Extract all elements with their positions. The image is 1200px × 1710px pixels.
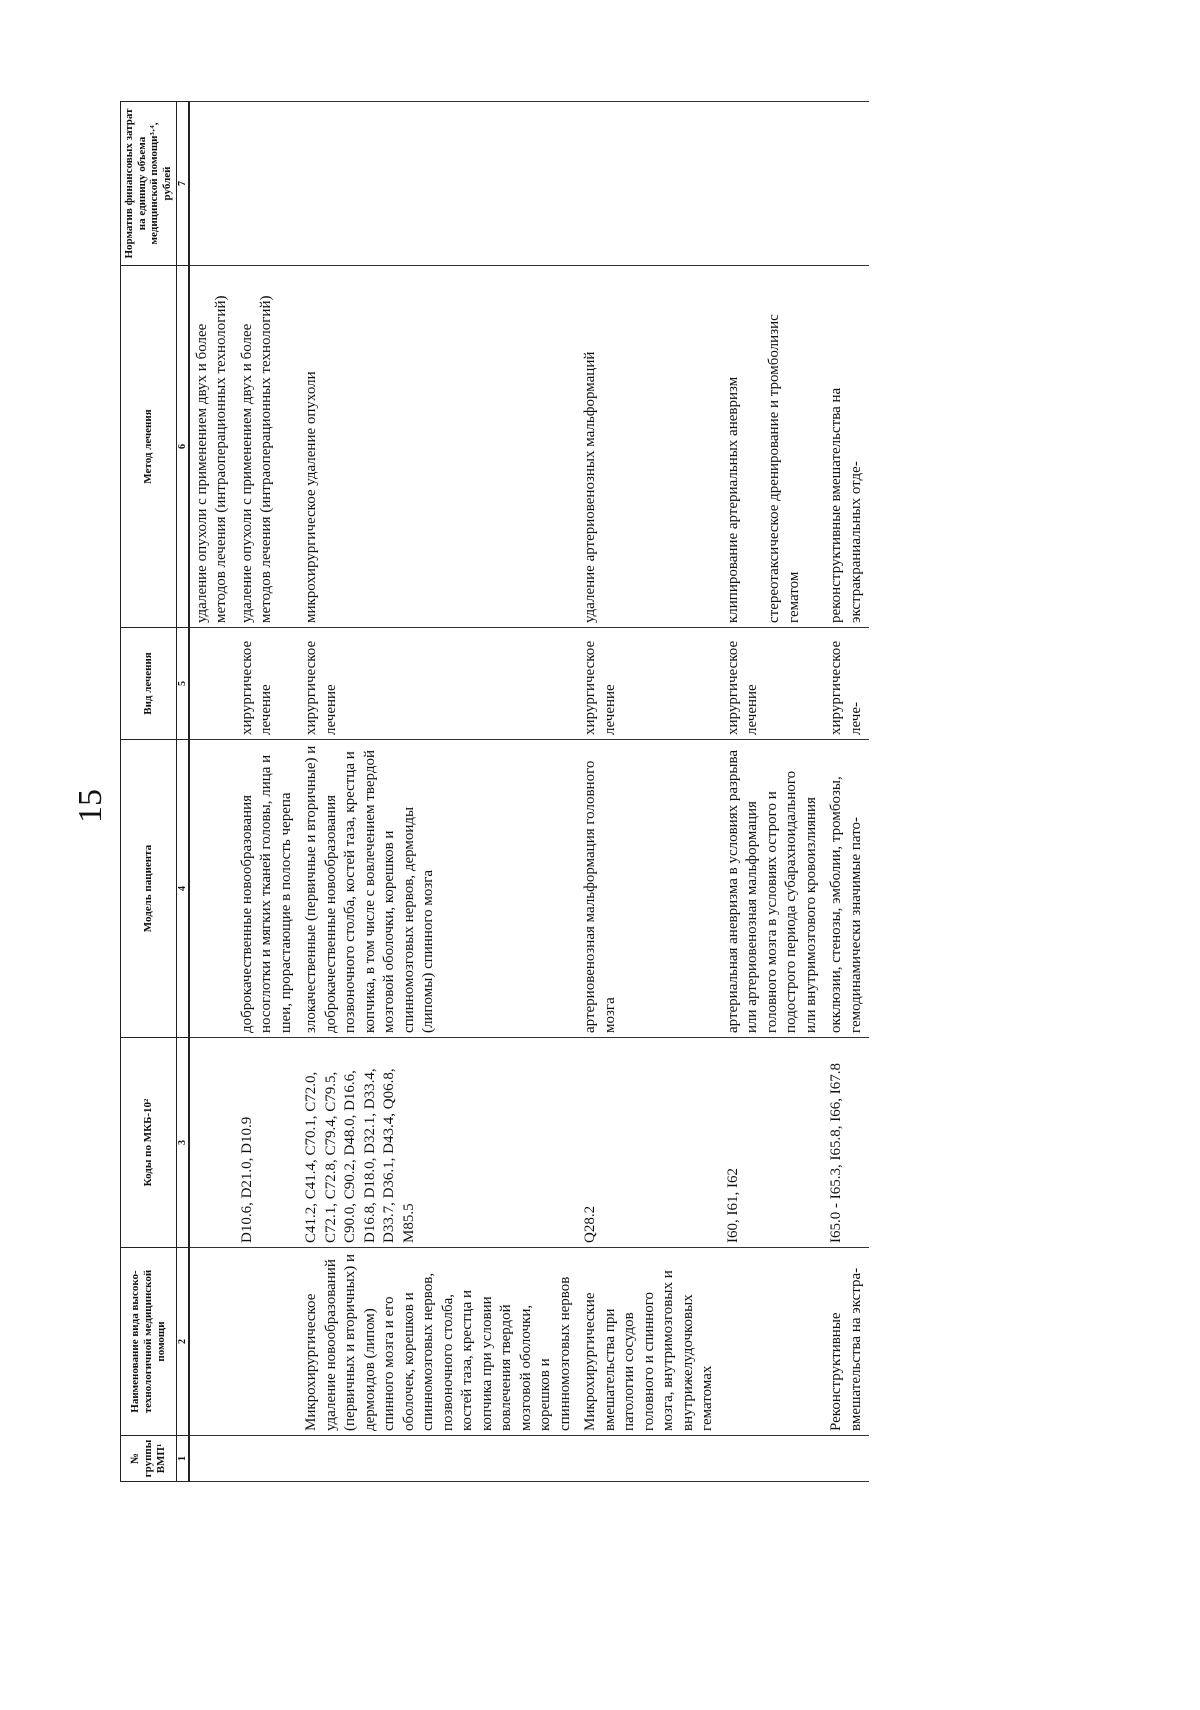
cell-treatment-type <box>189 628 235 740</box>
header-vmp-name: Наименование вида высоко-технологичной медицинской помощи <box>121 1248 177 1436</box>
cell-patient-model: артериальная аневризма в условиях разрыва или артериовенозная мальформация головного мозга в условиях острого и подострого периода субарахноидального или внутримозгового кровоизлияния <box>721 740 825 1038</box>
cell-patient-model: артериовенозная мальформация головного мозга <box>578 740 721 1038</box>
cell-icd-codes: D10.6, D21.0, D10.9 <box>235 1038 300 1248</box>
page-number: 15 <box>72 789 109 823</box>
cell-treatment-type: хирургическое лечение <box>299 628 578 740</box>
column-number: 1 <box>176 1436 189 1482</box>
column-number: 3 <box>176 1038 189 1248</box>
cell-vmp-name: Реконструктивные вмешательства на экстра- <box>824 1248 869 1436</box>
table-row <box>235 102 300 1482</box>
cell-cost-standard <box>578 102 721 266</box>
cell-icd-codes: Q28.2 <box>578 1038 721 1248</box>
header-row <box>121 102 177 1482</box>
cell-treatment-type: хирургическое лечение <box>578 628 721 740</box>
cell-vmp-name: Микрохирургическое удаление новообразований (первичных и вторичных) и дермоидов (липом) спинного мозга и его оболочек, корешков и спинномозговых нервов, позвоночного столба, костей таза, крестца и копчика при условии вовлечения твердой мозговой оболочки, корешков и спинномозговых нервов <box>299 1248 578 1436</box>
column-number: 6 <box>176 266 189 628</box>
cell-treatment-method <box>721 266 825 628</box>
table-row <box>721 102 825 1482</box>
cell-patient-model: окклюзии, стенозы, эмболии, тромбозы, гемодинамически значимые пато- <box>824 740 869 1038</box>
cell-patient-model <box>189 740 235 1038</box>
table-row <box>824 102 869 1482</box>
vmp-table <box>120 101 869 1482</box>
column-number-row <box>176 102 189 1482</box>
header-group-number: № группы ВМП¹ <box>121 1436 177 1482</box>
cell-treatment-type: хирургическое лече- <box>824 628 869 740</box>
cell-treatment-type: хирургическое лечение <box>721 628 825 740</box>
table-row <box>299 102 578 1482</box>
header-patient-model: Модель пациента <box>121 740 177 1038</box>
cell-vmp-name <box>235 1248 300 1436</box>
cell-icd-codes: I60, I61, I62 <box>721 1038 825 1248</box>
column-number: 2 <box>176 1248 189 1436</box>
rotated-table-wrapper <box>120 102 1160 1482</box>
cell-treatment-type: хирургическое лечение <box>235 628 300 740</box>
cell-treatment-method: удаление опухоли с применением двух и более методов лечения (интраоперационных технологий) <box>189 266 235 628</box>
cell-treatment-method: микрохирургическое удаление опухоли <box>299 266 578 628</box>
cell-treatment-method: удаление опухоли с применением двух и более методов лечения (интраоперационных технологий) <box>235 266 300 628</box>
cell-group-number <box>721 1436 825 1482</box>
cell-icd-codes: C41.2, C41.4, C70.1, C72.0, C72.1, C72.8, C79.4, C79.5, C90.0, C90.2, D48.0, D16.6, D16.8, D18.0, D32.1, D33.4, D33.7, D36.1, D43.4, Q06.8, M85.5 <box>299 1038 578 1248</box>
treatment-method-text: клипирование артериальных аневризм <box>724 376 741 623</box>
cell-cost-standard <box>299 102 578 266</box>
cell-vmp-name <box>189 1248 235 1436</box>
treatment-method-text: стереотаксическое дренирование и тромболизис гематом <box>766 314 802 623</box>
table-row <box>189 102 235 1482</box>
cell-group-number <box>299 1436 578 1482</box>
column-number: 7 <box>176 102 189 266</box>
cell-group-number <box>824 1436 869 1482</box>
cell-cost-standard <box>235 102 300 266</box>
cell-cost-standard <box>189 102 235 266</box>
column-number: 4 <box>176 740 189 1038</box>
cell-cost-standard <box>721 102 825 266</box>
column-number: 5 <box>176 628 189 740</box>
cell-treatment-method: реконструктивные вмешательства на экстракраниальных отде- <box>824 266 869 628</box>
cell-patient-model: доброкачественные новообразования носоглотки и мягких тканей головы, лица и шеи, прорастающие в полость черепа <box>235 740 300 1038</box>
cell-patient-model: злокачественные (первичные и вторичные) и доброкачественные новообразования позвоночного столба, костей таза, крестца и копчика, в том числе с вовлечением твердой мозговой оболочки, корешков и спинномозговых нервов, дермоиды (липомы) спинного мозга <box>299 740 578 1038</box>
cell-cost-standard <box>824 102 869 266</box>
cell-treatment-method: удаление артериовенозных мальформаций <box>578 266 721 628</box>
header-icd-codes: Коды по МКБ-10² <box>121 1038 177 1248</box>
cell-group-number <box>235 1436 300 1482</box>
cell-vmp-name <box>721 1248 825 1436</box>
header-treatment-type: Вид лечения <box>121 628 177 740</box>
cell-group-number <box>189 1436 235 1482</box>
header-treatment-method: Метод лечения <box>121 266 177 628</box>
table-row <box>578 102 721 1482</box>
header-cost-standard: Норматив финансовых затрат на единицу объема медицинской помощи³·⁴, рублей <box>121 102 177 266</box>
cell-vmp-name: Микрохирургические вмешательства при патологии сосудов головного и спинного мозга, внутримозговых и внутрижелудочковых гематомах <box>578 1248 721 1436</box>
cell-icd-codes: I65.0 - I65.3, I65.8, I66, I67.8 <box>824 1038 869 1248</box>
cell-icd-codes <box>189 1038 235 1248</box>
cell-group-number <box>578 1436 721 1482</box>
